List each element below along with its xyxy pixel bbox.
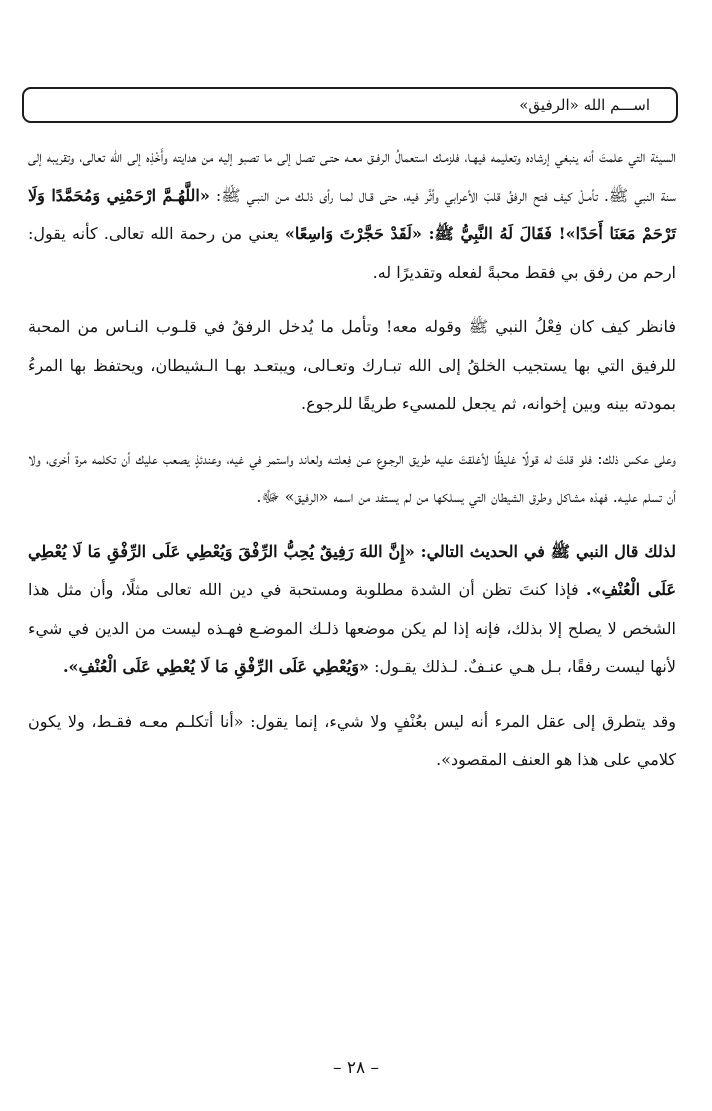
paragraph-5-text: وقد يتطرق إلى عقل المرء أنه ليس بعُنْفٍ ولا شيء، إنما يقول: «أنا أتكلـم معـه فقـط، ولا يكون كلامي على هذا هو العنف المقصود». (28, 711, 676, 769)
paragraph-2-text: فانظر كيف كان فِعْلُ النبي ﷺ وقوله معه! وتأمل ما يُدخل الرفقُ في قلـوب النـاس من المحبة للرفيق التي بها يستجيب الخلقُ إلى الله تبـارك وتعـالى، ويبتعـد بهـا الـشيطان، ويحتفظ بها المرءُ بمودته بينه وبين إخوانه، ثم يجعل للمسيء طريقًا للرجوع. (28, 317, 676, 413)
paragraph-1-hadith-quote: «اللَّهُـمَّ ارْحَمْنِي وَمُحَمَّدًا وَلَا تَرْحَمْ مَعَنَا أَحَدًا»! فَقَالَ لَهُ النَّبِيُّ ﷺ: «لَقَدْ حَجَّرْتَ وَاسِعًا» (28, 185, 676, 243)
running-header-title: اســـم الله «الرفيق» (519, 96, 650, 114)
paragraph-1 (28, 138, 676, 292)
paragraph-4-hadith-quote: لذلك قال النبي ﷺ في الحديث التالي: «إِنَّ اللهَ رَفِيقٌ يُحِبُّ الرِّفْقَ وَيُعْطِي عَلَى الرِّفْقِ مَا لَا يُعْطِي عَلَى الْعُنْفِ». (28, 541, 677, 599)
paragraph-1-text: السيئة التي علمتَ أنه ينبغي إرشاده وتعليمه فيهـا، فلزمـك استعمالُ الرفـق معـه حتـى تصل إلى ما تصبو إليه من هدايته وأَخْذِه إلى الله تعالى، وتقريبه إلى سنة النبي ﷺ. تأمـلْ كيف فتح الرفقُ قلبَ الأعرابي وأثَّر فيه، حتى قـال لمـا رأى ذلـك مـن النبـي ﷺ: (28, 147, 676, 205)
paragraph-1-text-end: يعني من رحمة الله تعالى. كأنه يقول: ارحم من رفق بي فقط محبةً لفعله وتقديرًا له. (28, 224, 676, 282)
running-header (22, 87, 678, 123)
page-body (28, 138, 676, 958)
paragraph-2 (28, 308, 676, 424)
paragraph-4-hadith-quote-end: «وَيُعْطِي عَلَى الرِّفْقِ مَا لَا يُعْطِي عَلَى الْعُنْفِ». (62, 657, 370, 676)
paragraph-4 (28, 533, 676, 687)
paragraph-5 (28, 703, 676, 780)
paragraph-4-text: فإذا كنتَ تظن أن الشدة مطلوبة ومستحبة في دين الله تعالى مثلًا، وأن مثل هذا الشخص لا يصلح إلا بذلك، فإنه إذا لم يكن موضعها ذلـك الموضـع فهـذه ليست من الدين في شيء لأنها ليست رفقًا، بـل هـي عنـفٌ. لـذلك يقـول: (28, 580, 676, 676)
page-number: – ٢٨ – (332, 1058, 380, 1078)
paragraph-3 (28, 440, 676, 517)
paragraph-3-text: وعلى عكس ذلك: فلو قلتَ له قولًا غليظًا لأغلقتَ عليه طريق الرجـوع عـن فِعلتـه ولعاند واستمر في غيه، وعندئذٍ يصعب عليك أن تكلمه مرة أخرى، ولا أن تسلم عليـه. فهذه مشاكل وطرق الشيطان التي يسلكها من لم يستفد من اسمه «الرفيق» ﷻ. (28, 448, 676, 506)
